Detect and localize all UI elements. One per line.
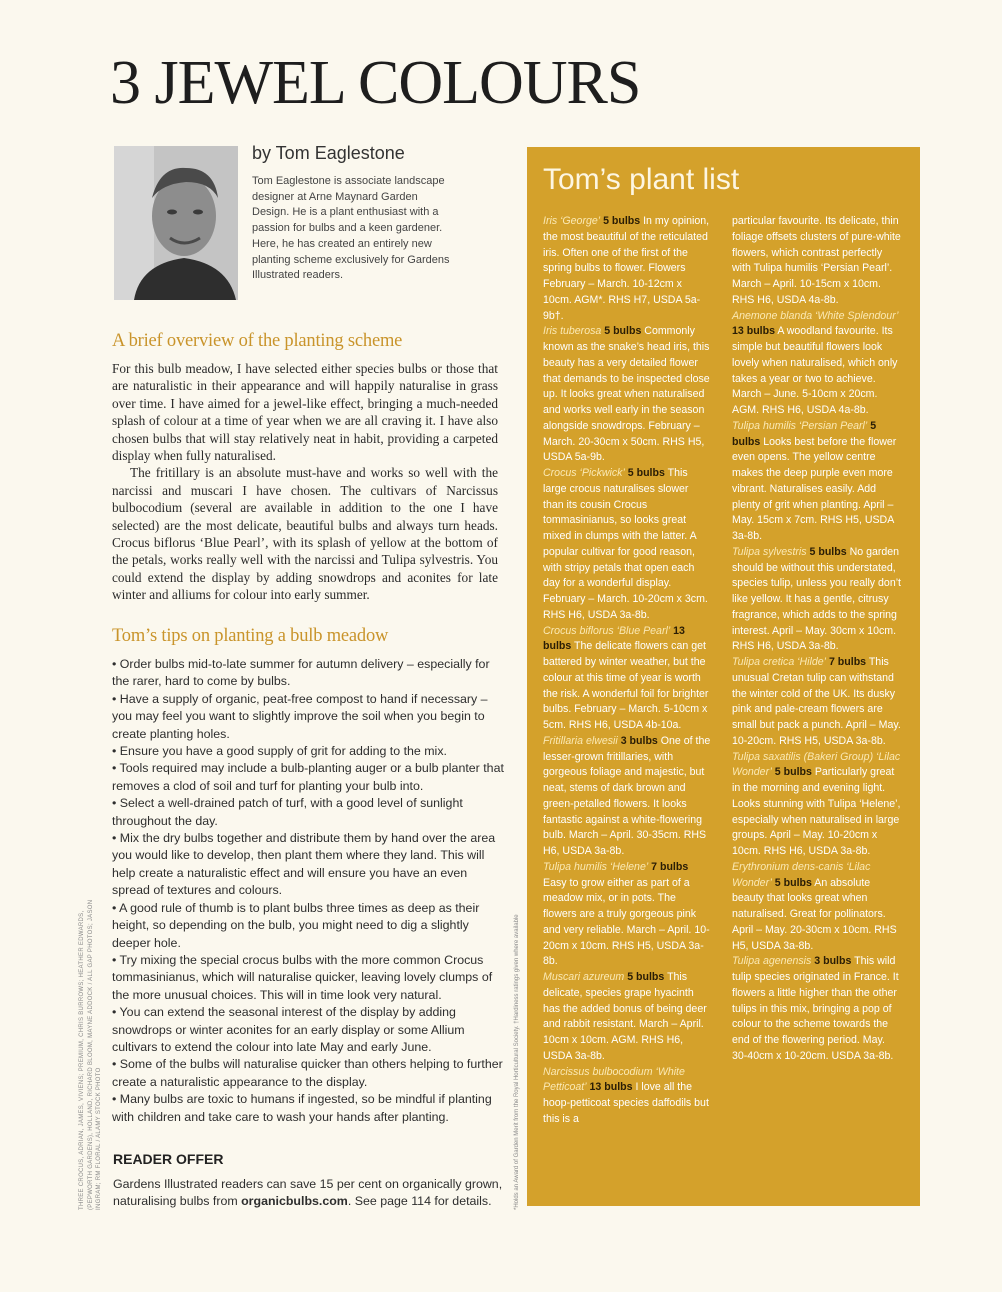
tip-item: • You can extend the seasonal interest of the display by adding snowdrops or winter aconites for an early display or some Allium cultivars to extend the colour into late May and early June. xyxy=(112,1005,465,1054)
plant-name: Tulipa agenensis xyxy=(732,955,812,968)
plant-bulbs: 5 bulbs xyxy=(774,876,812,889)
reader-offer-heading: READER OFFER xyxy=(113,1151,224,1167)
tip-item: • Ensure you have a good supply of grit for adding to the mix. xyxy=(112,744,447,759)
overview-paragraph: The fritillary is an absolute must-have and works so well with the narcissi and muscari I have chosen. The cultivars of Narcissus bulbocodium (several are available in addition to the one I have selected) are the most delicate, beautiful bulbs and always turn heads. Crocus biflorus ‘Blue Pearl’, with its splash of yellow at the bottom of the petals, works really well with the narcissi and Tulipa sylvestris. You could extend the display by adding snowdrops and aconites for late winter and alliums for colour into early summer. xyxy=(112,465,498,603)
plant-entry xyxy=(543,860,711,970)
plant-name: Fritillaria elwesii xyxy=(543,734,618,747)
plant-bulbs: 5 bulbs xyxy=(627,971,665,983)
tip-item: • Some of the bulbs will naturalise quicker than others helping to further create a naturalistic appearance to the display. xyxy=(112,1057,503,1089)
plant-bulbs: 7 bulbs xyxy=(828,656,867,668)
plant-entry xyxy=(732,655,902,750)
plant-desc: A woodland favourite. Its simple but beautiful flowers look lovely when naturalised, which only takes a year or two to achieve. March – June. 5-10cm x 20cm. AGM. RHS H6, USDA 4a-8b. xyxy=(732,325,898,416)
plant-desc: This wild tulip species originated in France. It flowers a little higher than the other tulips in this mix, bringing a pop of colour to the scheme towards the end of the flowering period. May. 30-40cm x 10-20cm. USDA 3a-8b. xyxy=(732,955,899,1062)
plant-entry xyxy=(732,954,902,1064)
plant-name: Tulipa sylvestris xyxy=(732,545,807,558)
tip-item: • Many bulbs are toxic to humans if ingested, so be mindful if planting with children and take care to wash your hands after planting. xyxy=(112,1092,492,1124)
plant-entry xyxy=(732,750,902,860)
plant-desc: This large crocus naturalises slower than its cousin Crocus tommasinianus, so looks great mixed in clumps with the latter. A popular cultivar for good reason, with stripy petals that open each day for a wonderful display. February – March. 10-20cm x 3cm. RHS H6, USDA 3a-8b. xyxy=(543,467,708,621)
plant-entry xyxy=(543,324,711,466)
plant-bulbs: 7 bulbs xyxy=(651,860,689,873)
plant-bulbs: 5 bulbs xyxy=(809,545,847,558)
tip-item: • Tools required may include a bulb-planting auger or a bulb planter that removes a clod of soil and turf for planting your bulb into. xyxy=(112,761,504,793)
plant-name: Tulipa humilis ‘Helene’ xyxy=(543,860,649,873)
overview-heading: A brief overview of the planting scheme xyxy=(112,331,403,351)
reader-offer-text xyxy=(113,1176,513,1210)
plant-desc: An absolute beauty that looks great when naturalised. Great for pollinators. April – May. 20-30cm x 10cm. RHS H5, USDA 3a-8b. xyxy=(732,876,897,952)
plant-entry xyxy=(543,214,711,324)
plant-name: Tulipa saxatilis (Bakeri Group) ‘Lilac Wonder’ xyxy=(732,750,901,779)
plant-desc: particular favourite. Its delicate, thin foliage offsets clusters of pure-white flowers, which contrast perfectly with Tulipa humilis ‘Persian Pearl’. March – April. 10-15cm x 10cm. RHS H6, USDA 4a-8b. xyxy=(732,215,901,306)
plant-name: Narcissus bulbocodium ‘White Petticoat’ xyxy=(543,1065,685,1094)
tip-item: • Mix the dry bulbs together and distribute them by hand over the area you would like to develop, then plant them where they land. This will help create a naturalistic effect and will ensure you have an even spread of textures and colours. xyxy=(112,831,496,898)
plant-entry xyxy=(543,466,711,624)
plant-list-right-column xyxy=(732,214,902,1065)
plant-desc: Particularly great in the morning and evening light. Looks stunning with Tulipa ‘Helene’, especially when naturalised in large groups. April – May. 10-20cm x 10cm. RHS H6, USDA 3a-8b. xyxy=(732,766,901,857)
plant-desc: Commonly known as the snake’s head iris, this beauty has a very detailed flower that demands to be inspected close up. It looks great when naturalised and works well early in the season alongside snowdrops. February – March. 20-30cm x 50cm. RHS H5, USDA 5a-9b. xyxy=(543,325,710,464)
plant-entry xyxy=(732,545,902,655)
plant-name: Tulipa humilis ‘Persian Pearl’ xyxy=(732,419,868,432)
tip-item: • Order bulbs mid-to-late summer for autumn delivery – especially for the rarer, hard to come by bulbs. xyxy=(112,657,490,689)
plant-bulbs: 5 bulbs xyxy=(732,419,877,448)
tip-item: • Have a supply of organic, peat-free compost to hand if necessary – you may feel you want to slightly improve the soil when you begin to create planting holes. xyxy=(112,691,488,741)
plant-desc: No garden should be without this understated, species tulip, unless you really don’t like yellow. It has a gentle, citrusy fragrance, which adds to the spring interest. April – May. 30cm x 10cm. RHS H6, USDA 3a-8b. xyxy=(732,545,902,653)
plant-list-title: Tom’s plant list xyxy=(543,163,740,196)
plant-bulbs: 5 bulbs xyxy=(603,215,641,227)
footnote: *Holds an Award of Garden Merit from the Royal Horticultural Society. †Hardiness ratings given where available xyxy=(514,914,520,1210)
author-byline: by Tom Eaglestone xyxy=(252,143,405,163)
overview-body xyxy=(112,360,498,604)
plant-entry xyxy=(732,214,902,309)
tip-item: • A good rule of thumb is to plant bulbs three times as deep as their height, so depending on the bulb, you might need to dig a slightly deeper hole. xyxy=(112,900,480,950)
plant-desc: In my opinion, the most beautiful of the reticulated iris. Often one of the first of the spring bulbs to flower. Flowers February – March. 10-12cm x 10cm. AGM*. RHS H7, USDA 5a-9b†. xyxy=(543,215,710,322)
plant-desc: The delicate flowers can get battered by winter weather, but the colour at this time of year is worth the risk. A wonderful foil for brighter bulbs. February – March. 5-10cm x 5cm. RHS H6, USDA 4b-10a. xyxy=(543,640,709,731)
plant-bulbs: 5 bulbs xyxy=(774,766,812,779)
plant-name: Tulipa cretica ‘Hilde’ xyxy=(732,656,827,668)
plant-entry xyxy=(543,624,711,734)
plant-bulbs: 5 bulbs xyxy=(604,325,642,338)
plant-entry xyxy=(732,309,902,419)
plant-desc: This unusual Cretan tulip can withstand the winter cold of the UK. Its dusky pink and pale-cream flowers are small but pack a punch. April – May. 10-20cm. RHS H5, USDA 3a-8b. xyxy=(732,656,901,747)
plant-entry xyxy=(732,419,902,545)
plant-desc: I love all the hoop-petticoat species daffodils but this is a xyxy=(543,1081,709,1125)
plant-name: Erythronium dens-canis ‘Lilac Wonder’ xyxy=(732,860,871,889)
plant-name: Crocus ‘Pickwick’ xyxy=(543,467,625,479)
photo-credits: THREE CROCUS, ADRIAN, JAMES, VIVIENS; PREMIUM, CHRIS BURROWS; HEATHER EDWARDS, (PEPWORTH GARDENS), HOLLAND, RICHARD BLOOM, MAYNE ADDOCK / ALL GAP PHOTOS; JASON INGRAM; RM FLORAL / ALAMY STOCK PHOTO xyxy=(79,899,102,1210)
plant-name: Iris ‘George’ xyxy=(543,215,601,227)
plant-desc: This delicate, species grape hyacinth has the added bonus of being deer and rabbit resistant. March – April. 10cm x 10cm. AGM. RHS H6, USDA 3a-8b. xyxy=(543,971,707,1062)
tips-heading: Tom’s tips on planting a bulb meadow xyxy=(112,626,389,646)
page-title: 3 JEWEL COLOURS xyxy=(110,49,641,117)
plant-bulbs: 5 bulbs xyxy=(627,467,665,479)
plant-entry xyxy=(543,734,711,860)
reader-offer-pre: Gardens Illustrated readers can save 15 per cent on organically grown, naturalising bulbs from xyxy=(113,1177,503,1209)
author-photo xyxy=(114,146,238,300)
plant-entry xyxy=(543,970,711,1065)
author-bio-text: Tom Eaglestone is associate landscape designer at Arne Maynard Garden Design. He is a plant enthusiast with a passion for bulbs and a keen gardener. Here, he has created an entirely new planting scheme exclusively for Gardens Illustrated readers. xyxy=(252,175,450,282)
plant-list-left-column xyxy=(543,214,711,1128)
plant-desc: One of the lesser-grown fritillaries, with gorgeous foliage and majestic, but neat, stems of dark brown and green-petalled flowers. It looks fantastic against a white-flowering bulb. March – April. 30-35cm. RHS H6, USDA 3a-8b. xyxy=(543,734,711,857)
plant-entry xyxy=(732,860,902,955)
tip-item: • Try mixing the special crocus bulbs with the more common Crocus tommasinianus, which will naturalise quicker, leaving lovely clumps of the more unusual choices. This will in time look very natural. xyxy=(112,952,493,1002)
plant-name: Crocus biflorus ‘Blue Pearl’ xyxy=(543,624,671,637)
tips-list xyxy=(112,656,508,1126)
plant-name: Iris tuberosa xyxy=(543,325,602,338)
plant-entry xyxy=(543,1065,711,1128)
plant-desc: Easy to grow either as part of a meadow mix, or in pots. The flowers are a truly gorgeous pink and very reliable. March – April. 10-20cm x 10cm. RHS H5, USDA 3a-8b. xyxy=(543,876,710,968)
plant-name: Muscari azureum xyxy=(543,971,625,983)
plant-bulbs: 3 bulbs xyxy=(814,955,852,968)
tip-item: • Select a well-drained patch of turf, with a good level of sunlight throughout the day. xyxy=(112,796,463,828)
plant-bulbs: 3 bulbs xyxy=(620,734,658,747)
reader-offer-link[interactable]: organicbulbs.com xyxy=(241,1194,348,1209)
plant-bulbs: 13 bulbs xyxy=(732,325,775,338)
reader-offer-post: . See page 114 for details. xyxy=(347,1194,492,1209)
plant-name: Anemone blanda ‘White Splendour’ xyxy=(732,309,899,322)
author-bio xyxy=(252,174,452,284)
plant-desc: Looks best before the flower even opens. The yellow centre makes the deep purple even more vibrant. Naturalises easily. Add plenty of grit when planting. April – May. 15cm x 7cm. RHS H5, USDA 3a-8b. xyxy=(732,435,897,542)
plant-bulbs: 13 bulbs xyxy=(543,624,685,653)
overview-paragraph: For this bulb meadow, I have selected either species bulbs or those that are naturalistic in their appearance and will happily naturalise in grass over time. I have aimed for a jewel-like effect, bringing a much-needed splash of colour at a time of year when we are all craving it. I have also chosen bulbs that will stay relatively neat in habit, providing a carpeted display when fully naturalised. xyxy=(112,361,498,464)
plant-bulbs: 13 bulbs xyxy=(589,1081,633,1094)
